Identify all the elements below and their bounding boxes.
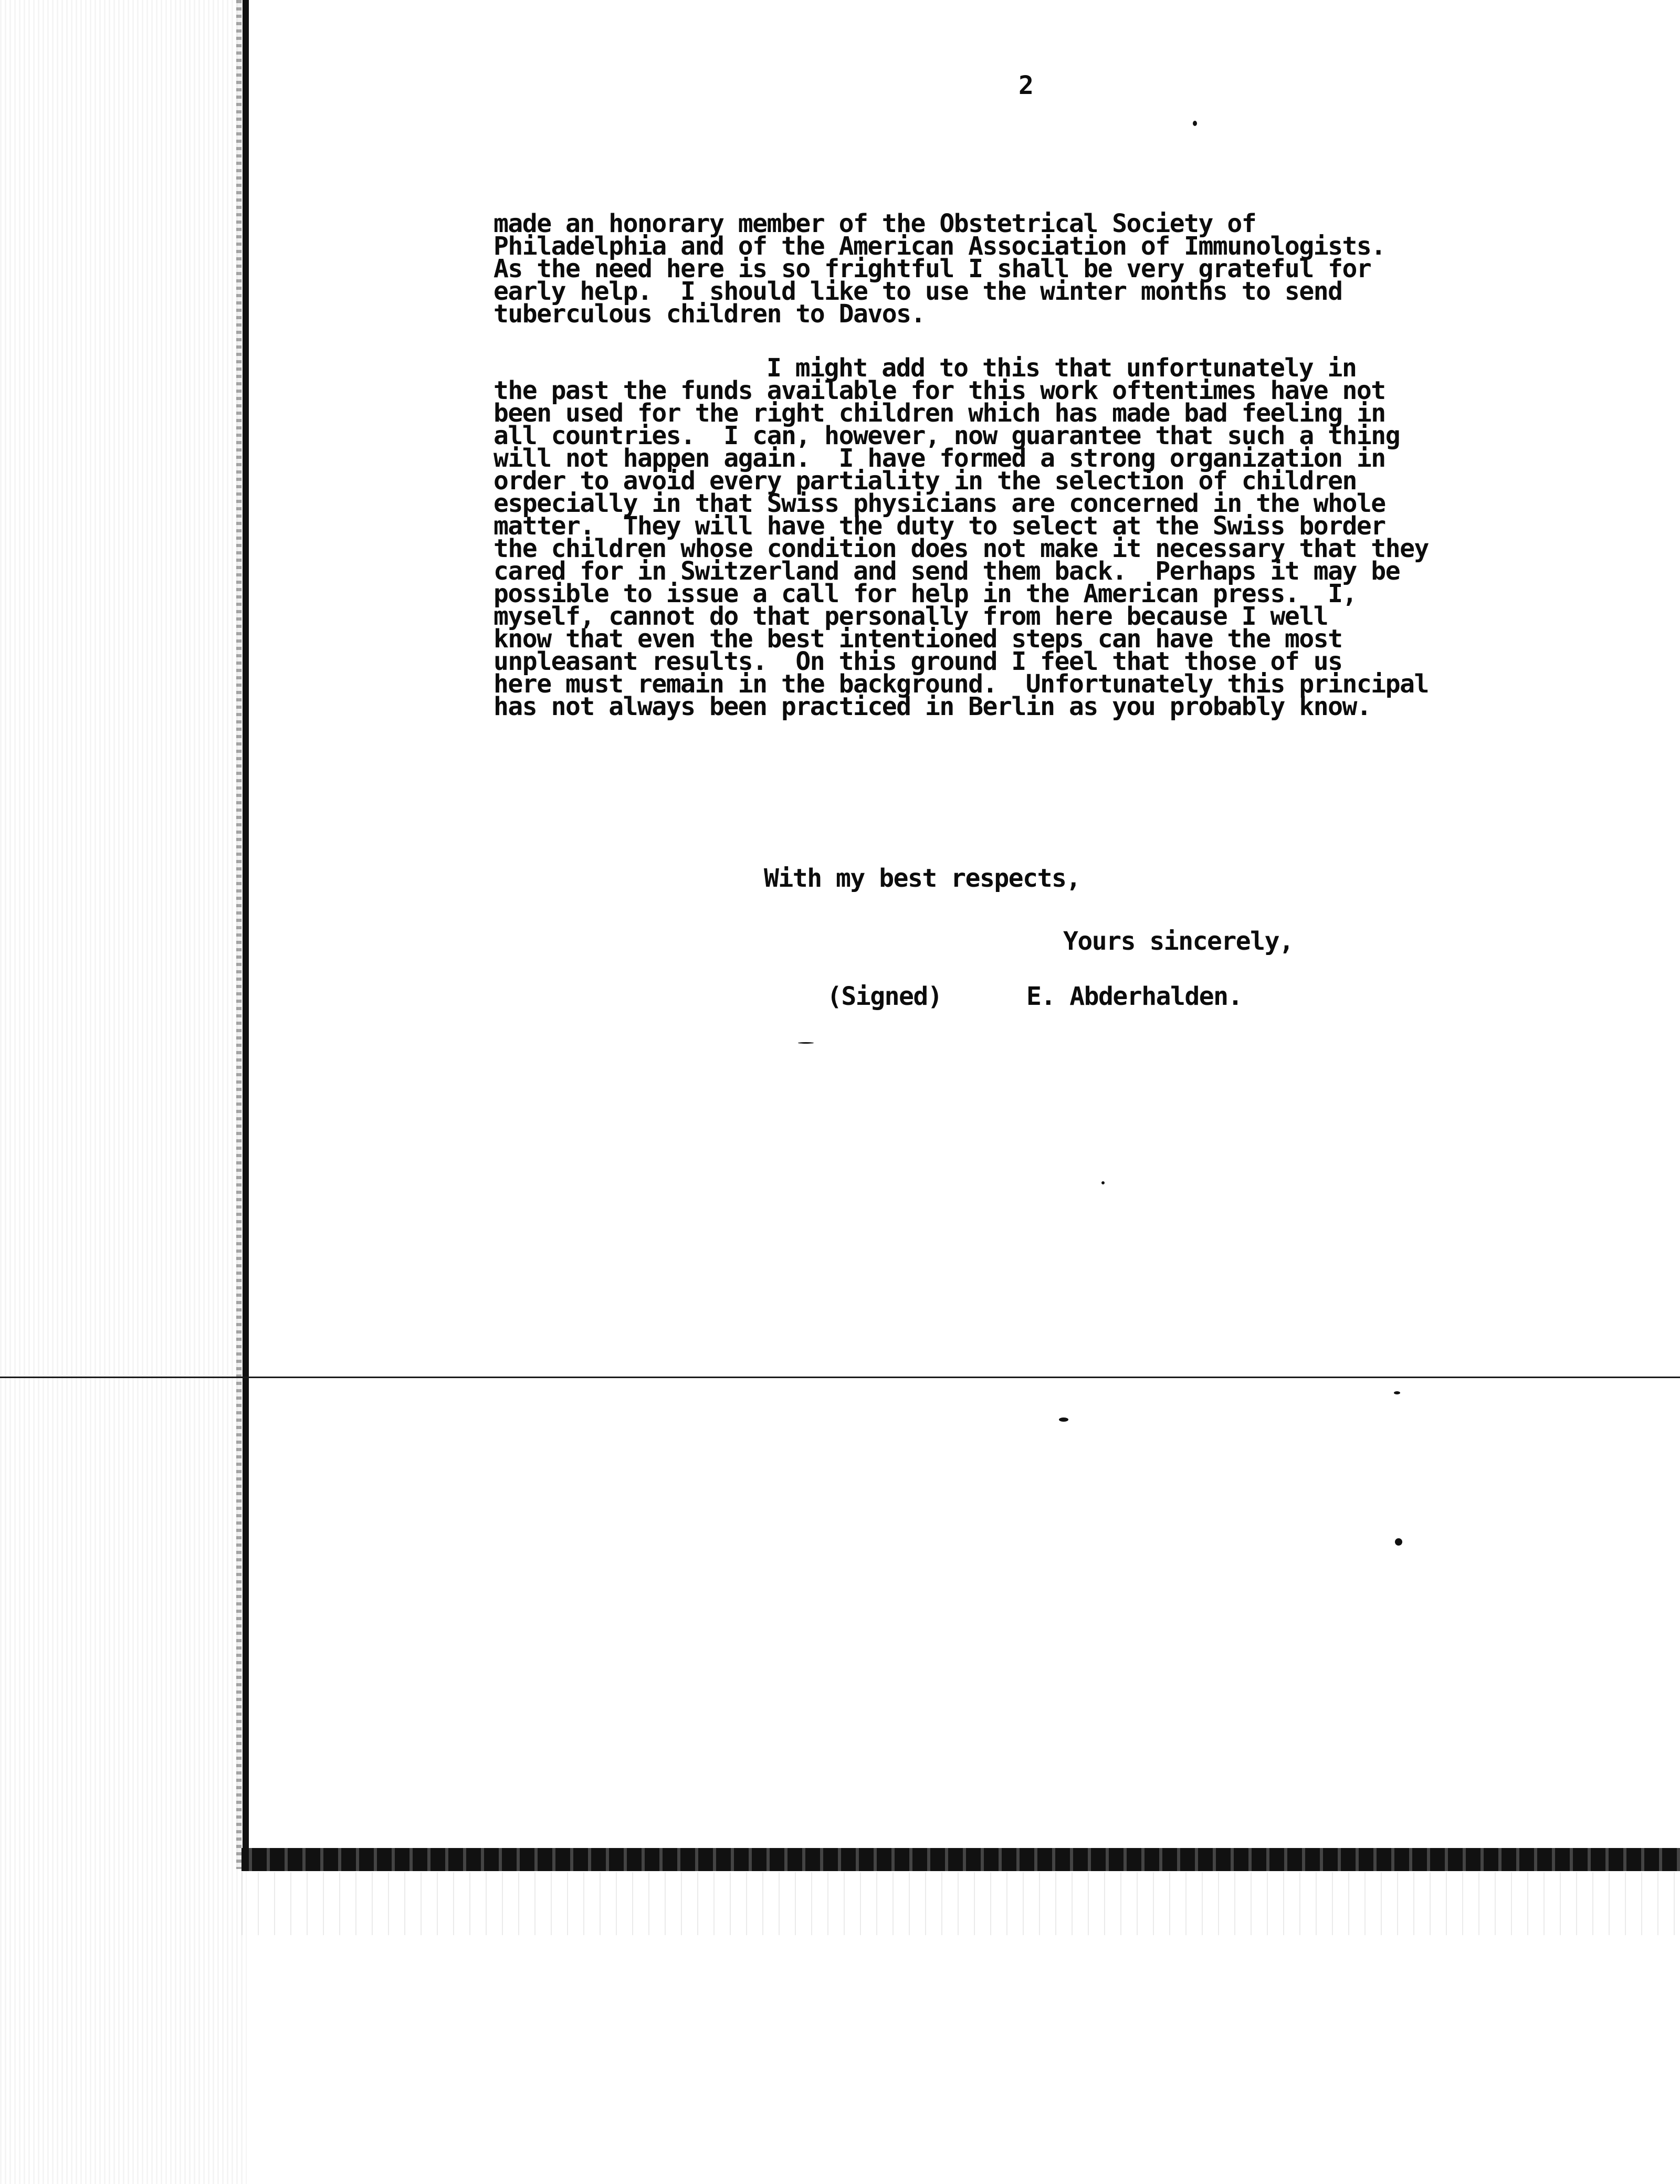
text-line: early help. I should like to use the winter months to send [494, 277, 1342, 306]
text-line: will not happen again. I have formed a strong organization in [494, 444, 1385, 473]
text-line: order to avoid every partiality in the selection of children [494, 466, 1357, 496]
scan-speckle [242, 1872, 1680, 1935]
page-edge-shadow [236, 0, 242, 1869]
text-line: all countries. I can, however, now guarantee that such a thing [494, 421, 1400, 450]
text-line: especially in that Swiss physicians are concerned in the whole [494, 489, 1385, 518]
scan-speck [1395, 1538, 1402, 1546]
text-line: the children whose condition does not make it necessary that they [494, 534, 1429, 563]
signer-name: E. Abderhalden. [1026, 982, 1242, 1011]
text-line: been used for the right children which has made bad feeling in [494, 398, 1385, 428]
scan-speck [1059, 1418, 1068, 1422]
text-line: cared for in Switzerland and send them back. Perhaps it may be [494, 556, 1400, 586]
paragraph [494, 353, 1622, 721]
letter-body [494, 209, 1622, 721]
text-line: unpleasant results. On this ground I feel that those of us [494, 647, 1342, 676]
page-left-edge [243, 0, 249, 1869]
text-line: has not always been practiced in Berlin as you probably know. [494, 692, 1371, 721]
page-bottom-edge [242, 1848, 1680, 1871]
text-line: made an honorary member of the Obstetrical Society of [494, 209, 1256, 238]
paragraph [494, 209, 1622, 329]
scan-speck [1193, 121, 1197, 126]
text-line: tuberculous children to Davos. [494, 299, 925, 329]
page-number: 2 [1018, 71, 1034, 100]
complimentary-close: Yours sincerely, [1063, 927, 1294, 956]
scan-speck [1101, 1181, 1105, 1184]
text-line: matter. They will have the duty to select at the Swiss border [494, 511, 1385, 541]
text-line: As the need here is so frightful I shall be very grateful for [494, 254, 1371, 284]
fold-line [0, 1377, 1680, 1378]
text-line: here must remain in the background. Unfortunately this principal [494, 669, 1429, 699]
text-line: myself, cannot do that personally from here because I well [494, 602, 1328, 631]
scan-speck [798, 1042, 814, 1044]
text-line: Philadelphia and of the American Association of Immunologists. [494, 232, 1385, 261]
scan-shadow [0, 0, 247, 2184]
text-line: possible to issue a call for help in the American press. I, [494, 579, 1357, 608]
signed-label: (Signed) [827, 982, 942, 1011]
text-line: I might add to this that unfortunately in [766, 353, 1357, 383]
closing: With my best respects, [764, 864, 1080, 893]
scan-speck [1394, 1391, 1400, 1394]
text-line: know that even the best intentioned steps can have the most [494, 624, 1342, 654]
text-line: the past the funds available for this work oftentimes have not [494, 376, 1385, 405]
